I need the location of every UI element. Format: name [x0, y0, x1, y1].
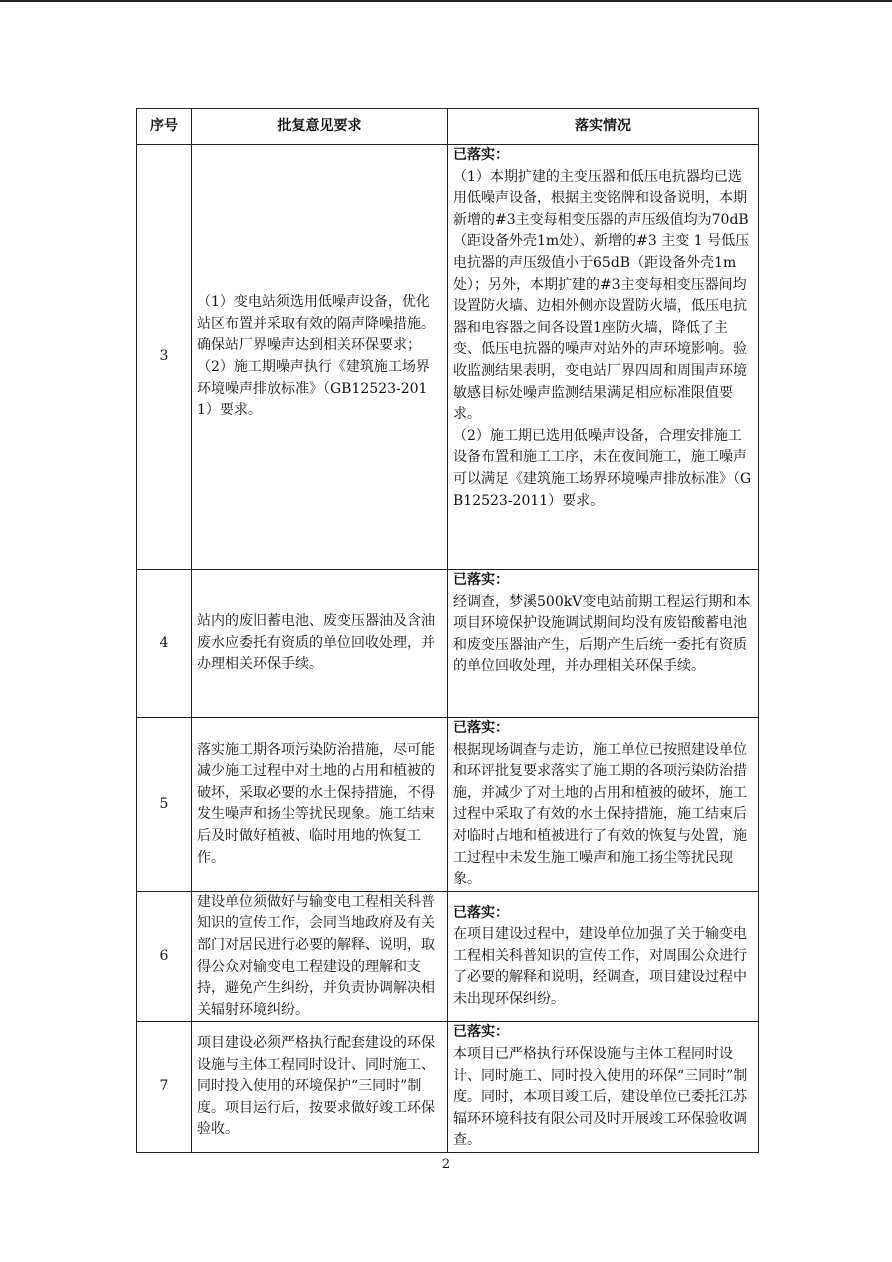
row-number: 7	[137, 1022, 192, 1153]
implemented-label: 已落实：	[453, 147, 509, 163]
implementation-text: 在项目建设过程中，建设单位加强了关于输变电工程相关科普知识的宣传工作，对周围公众进行了必要的解释和说明，经调查，项目建设过程中未出现环保纠纷。	[453, 926, 747, 1007]
implementation-text: （2）施工期已选用低噪声设备，合理安排施工设备布置和施工工序，未在夜间施工，施工噪声可以满足《建筑施工场界环境噪声排放标准》（GB12523-2011）要求。	[453, 427, 752, 509]
implementation-text: 经调查，梦溪500kV变电站前期工程运行期和本项目环境保护设施调试期间均没有废铅酸蓄电池和废变压器油产生，后期产生后统一委托有资质的单位回收处理，并办理相关环保手续。	[453, 593, 751, 675]
requirement-cell	[192, 570, 448, 718]
requirement-text: （2）施工期噪声执行《建筑施工场界环境噪声排放标准》（GB12523-2011）要求。	[197, 359, 430, 419]
table-row	[137, 1022, 759, 1153]
requirement-cell	[192, 1022, 448, 1153]
implemented-label: 已落实：	[453, 572, 509, 588]
table-row	[137, 718, 759, 892]
row-number: 3	[137, 145, 192, 570]
implemented-label: 已落实：	[453, 720, 509, 736]
table-row	[137, 145, 759, 570]
requirement-text: （1）变电站须选用低噪声设备，优化站区布置并采取有效的隔声降噪措施。确保站厂界噪声达到相关环保要求；	[197, 294, 435, 354]
implementation-cell	[448, 718, 759, 892]
row-number: 6	[137, 891, 192, 1022]
header-implementation: 落实情况	[448, 109, 759, 145]
requirement-text: 落实施工期各项污染防治措施，尽可能减少施工过程中对土地的占用和植被的破坏，采取必要的水土保持措施，不得发生噪声和扬尘等扰民现象。施工结束后及时做好植被、临时用地的恢复工作。	[197, 741, 435, 866]
row-number: 4	[137, 570, 192, 718]
requirement-cell	[192, 718, 448, 892]
implemented-label: 已落实：	[453, 904, 509, 921]
implementation-text: 本项目已严格执行环保设施与主体工程同时设计、同时施工、同时投入使用的环保“三同时”制度。同时，本项目竣工后，建设单位已委托江苏辐环环境科技有限公司及时开展竣工环保验收调查。	[453, 1045, 748, 1149]
header-no: 序号	[137, 109, 192, 145]
header-requirement: 批复意见要求	[192, 109, 448, 145]
implementation-cell	[448, 570, 759, 718]
row-number: 5	[137, 718, 192, 892]
requirement-cell	[192, 891, 448, 1022]
table-row	[137, 891, 759, 1022]
implementation-cell	[448, 891, 759, 1022]
requirement-text: 建设单位须做好与输变电工程相关科普知识的宣传工作，会同当地政府及有关部门对居民进行必要的解释、说明，取得公众对输变电工程建设的理解和支持，避免产生纠纷，并负责协调解决相关辐射环境纠纷。	[197, 893, 435, 1018]
implementation-text: 根据现场调查与走访，施工单位已按照建设单位和环评批复要求落实了施工期的各项污染防治措施，并减少了对土地的占用和植被的破坏，施工过程中采取了有效的水土保持措施，施工结束后对临时占地和植被进行了有效的恢复与处置，施工过程中未发生施工噪声和施工扬尘等扰民现象。	[453, 741, 747, 888]
requirement-cell	[192, 145, 448, 570]
implementation-cell	[448, 1022, 759, 1153]
table-row	[137, 570, 759, 718]
implementation-text: （1）本期扩建的主变压器和低压电抗器均已选用低噪声设备，根据主变铭牌和设备说明，本期新增的#3主变每相变压器的声压级值均为70dB（距设备外壳1m处）、新增的#3 主变 1 号低压电抗器的声压级值小于65dB（距设备外壳1m处）；另外，本期扩建的#3主变每相变压器间均设置防火墙、边相外侧亦设置防火墙，低压电抗器和电容器之间各设置1座防火墙，降低了主变、低压电抗器的噪声对站外的声环境影响。验收监测结果表明，变电站厂界四周和周围声环境敏感目标处噪声监测结果满足相应标准限值要求。	[453, 168, 750, 423]
approval-implementation-table	[136, 108, 759, 1153]
requirement-text: 站内的废旧蓄电池、废变压器油及含油废水应委托有资质的单位回收处理，并办理相关环保手续。	[197, 613, 435, 673]
implementation-cell	[448, 145, 759, 570]
table-header-row	[137, 109, 759, 145]
page-number: 2	[441, 1157, 451, 1172]
requirement-text: 项目建设必须严格执行配套建设的环保设施与主体工程同时设计、同时施工、同时投入使用的环境保护“三同时”制度。项目运行后，按要求做好竣工环保验收。	[197, 1035, 435, 1138]
page-top-border	[0, 0, 892, 2]
implemented-label: 已落实：	[453, 1024, 509, 1041]
